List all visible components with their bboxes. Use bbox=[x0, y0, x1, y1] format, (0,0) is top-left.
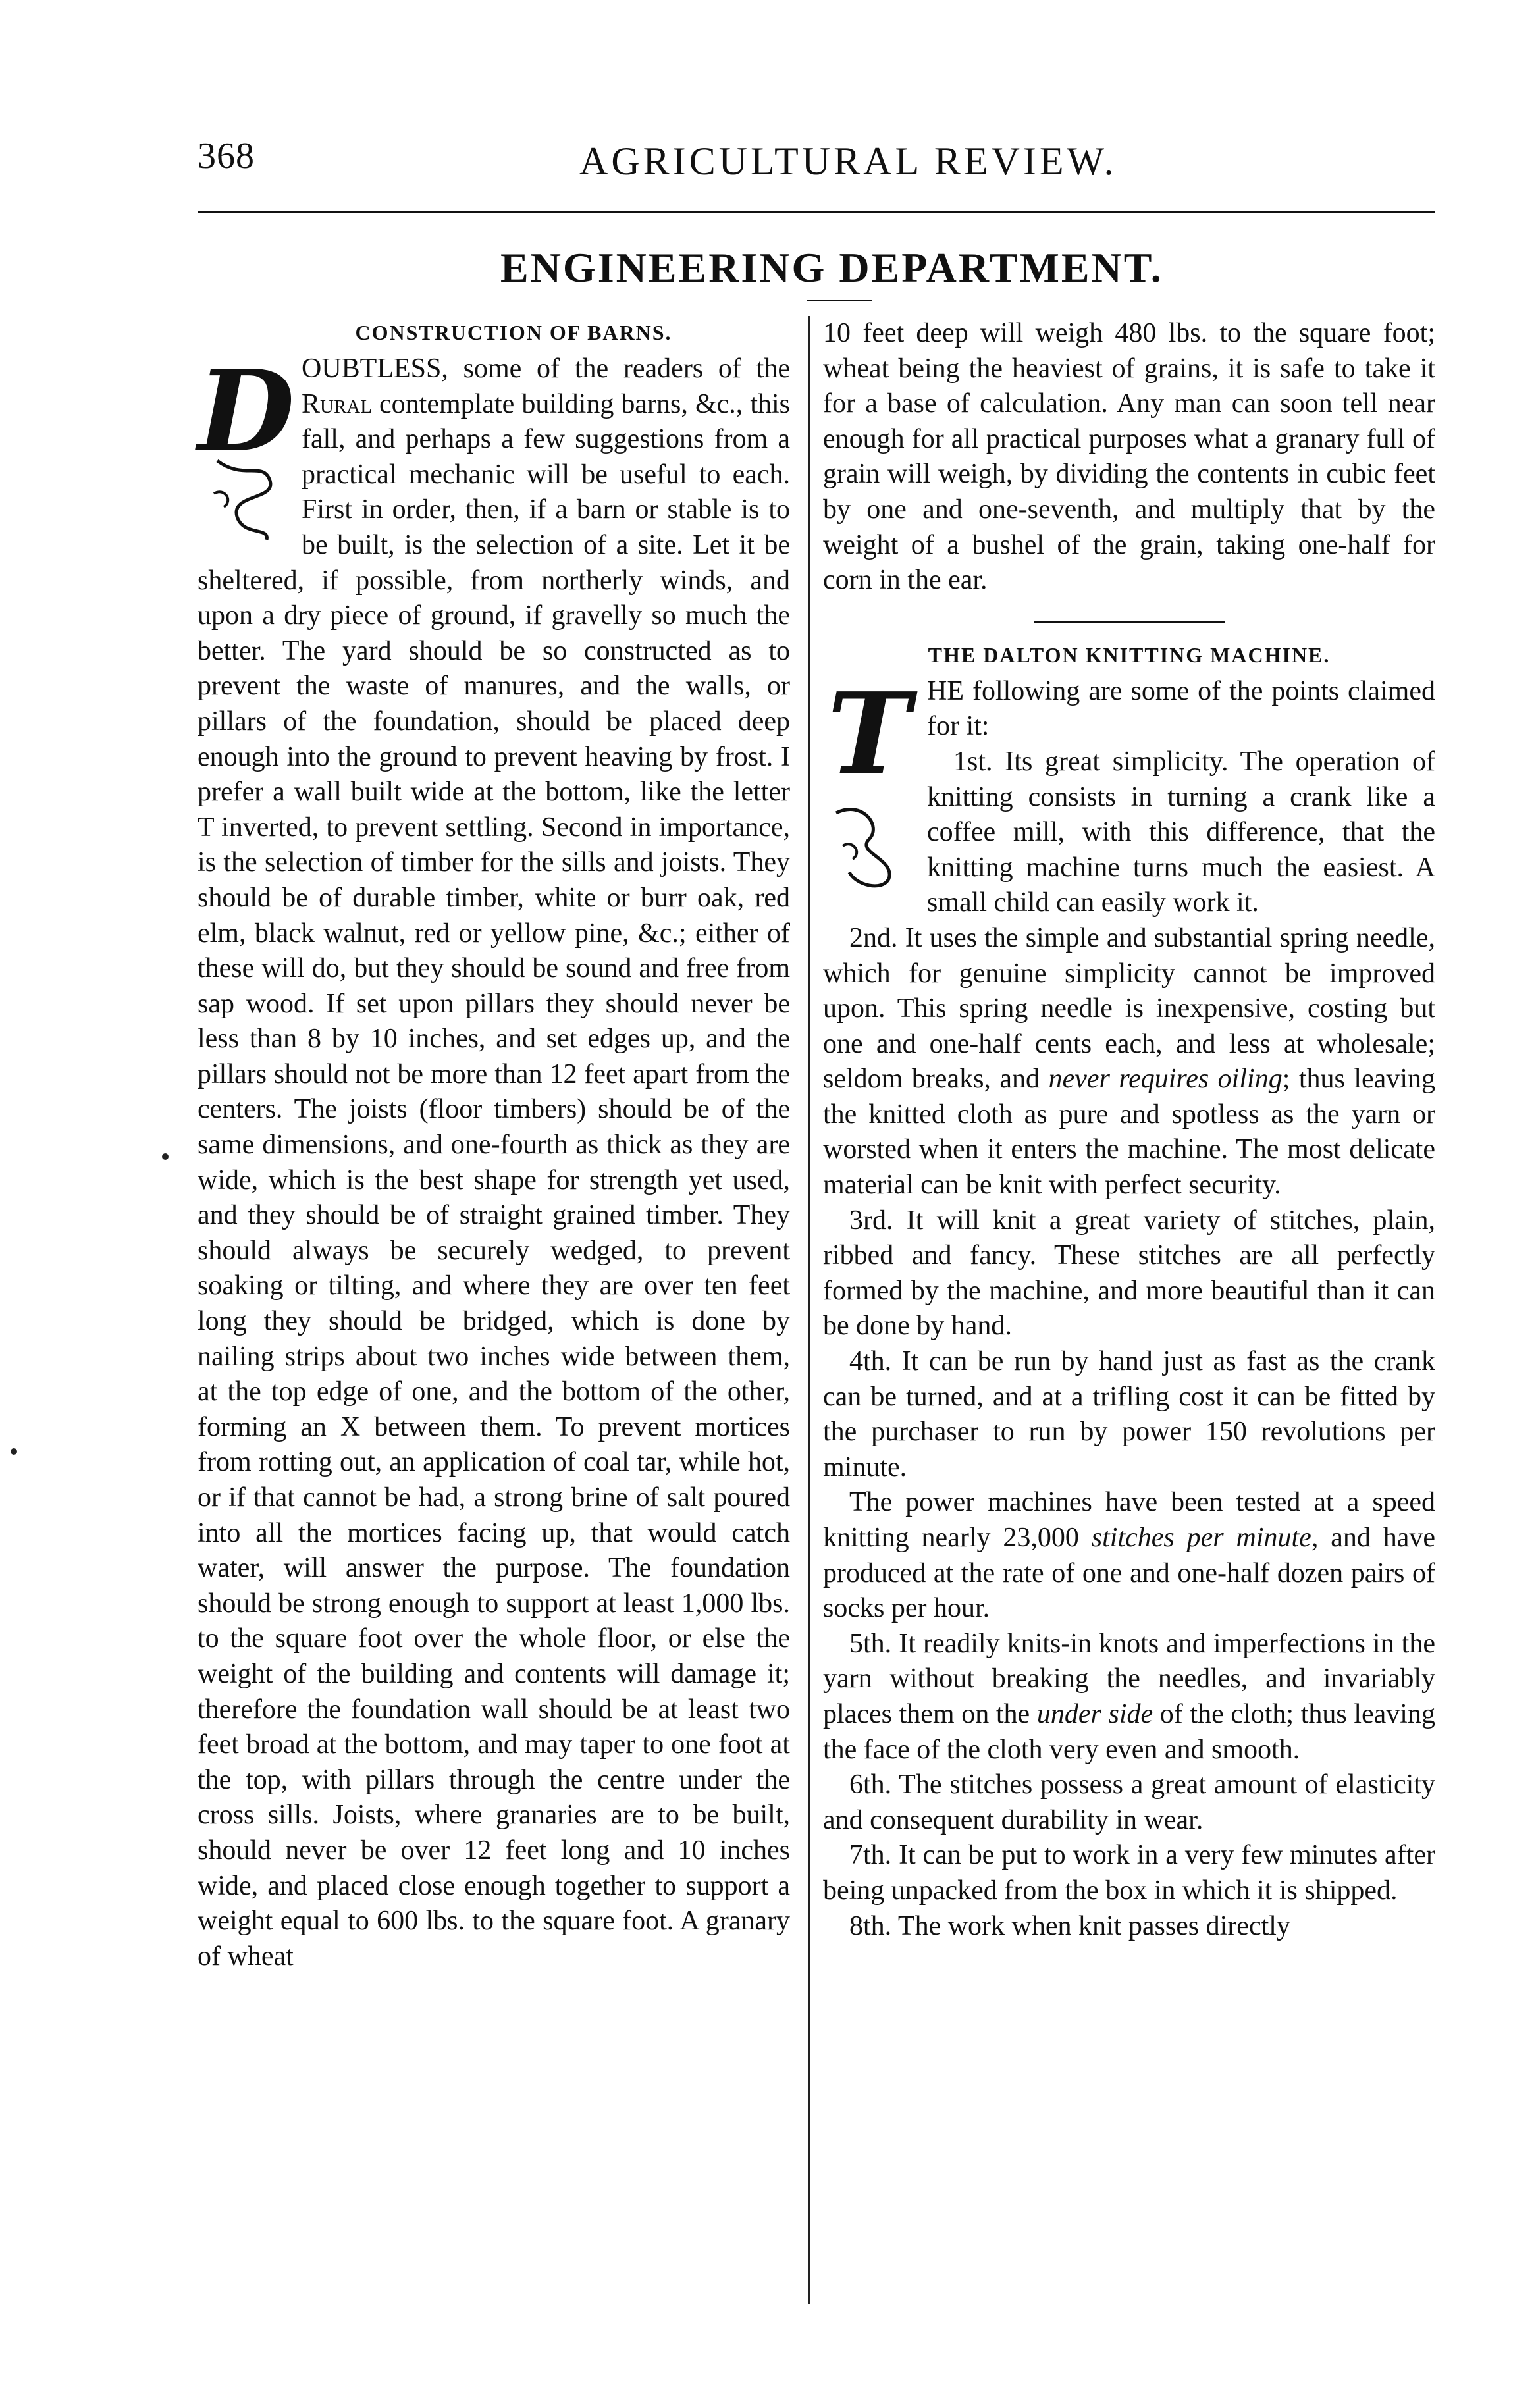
section-rule bbox=[1034, 621, 1225, 623]
knitting-point-5: 5th. It readily knits-in knots and imperfections in the yarn without breaking the needles, and invariably places them on the under side of the cloth; thus leaving the face of the cloth very even and smooth. bbox=[823, 1628, 1435, 1765]
knitting-point-6: 6th. The stitches possess a great amount of elasticity and consequent durability in wear. bbox=[823, 1769, 1435, 1835]
knitting-point-4: 4th. It can be run by hand just as fast as the crank can be turned, and at a trifling cost it can be fitted by the purchaser to run by power 150 revolutions per minute. bbox=[823, 1346, 1435, 1482]
margin-dot bbox=[11, 1448, 17, 1455]
knitting-point-2: 2nd. It uses the simple and substantial spring needle, which for genuine simplicity cannot be improved upon. This spring needle is inexpensive, costing but one and one-half cents each, and less at wholesale; seldom breaks, and never requires oiling; thus leaving the knitted cloth as pure and spotless as the yarn or worsted when it enters the machine. The most delicate material can be knit with perfect security. bbox=[823, 922, 1435, 1201]
knitting-point-7: 7th. It can be put to work in a very few minutes after being unpacked from the box in which it is shipped. bbox=[823, 1840, 1435, 1906]
column-divider bbox=[808, 316, 810, 2304]
article-body-barns-continued: 10 feet deep will weigh 480 lbs. to the square foot; wheat being the heaviest of grains, it is safe to take it for a base of calculation. Any man can soon tell near enough for all practical purposes what a granary full of grain will weigh, by dividing the contents in cubic feet by one and one-seventh, and multiply that by the weight of a bushel of the grain, taking one-half for corn in the ear. bbox=[823, 318, 1435, 596]
ornamental-initial-d bbox=[198, 346, 295, 553]
article-title-knitting: THE DALTON KNITTING MACHINE. bbox=[928, 642, 1331, 667]
knitting-point-3: 3rd. It will knit a great variety of stitches, plain, ribbed and fancy. These stitches are all perfectly formed by the machine, and more beautiful than it can be done by hand. bbox=[823, 1205, 1435, 1342]
knitting-point-8: 8th. The work when knit passes directly bbox=[849, 1910, 1290, 1941]
dropcap-letter: D bbox=[198, 346, 295, 477]
page-number: 368 bbox=[198, 136, 255, 176]
flourish-ornament-icon bbox=[204, 454, 283, 546]
left-column bbox=[198, 316, 790, 1974]
margin-dot bbox=[162, 1153, 169, 1160]
page-header bbox=[198, 135, 1435, 201]
knitting-point-1: 1st. Its great simplicity. The operation of knitting consists in turning a crank like a coffee mill, with this difference, that the knitting machine turns much the easiest. A small child can easily work it. bbox=[927, 746, 1435, 918]
knitting-intro: T HE following are some of the points claimed for it: bbox=[823, 674, 1435, 745]
dropcap-letter: T bbox=[827, 667, 911, 800]
header-rule bbox=[198, 211, 1435, 213]
knitting-power-machines: The power machines have been tested at a speed knitting nearly 23,000 stitches per minute, and have produced at the rate of one and one-half dozen pairs of socks per hour. bbox=[823, 1487, 1435, 1624]
article-title-barns: CONSTRUCTION OF BARNS. bbox=[355, 321, 672, 344]
ornamental-initial-t bbox=[823, 667, 915, 915]
department-title: ENGINEERING DEPARTMENT. bbox=[500, 244, 1163, 291]
right-column bbox=[823, 316, 1435, 1944]
title-rule bbox=[807, 300, 872, 301]
flourish-ornament-icon bbox=[830, 790, 909, 902]
running-head: AGRICULTURAL REVIEW. bbox=[579, 140, 1117, 183]
article-body-barns: D OUBTLESS, some of the readers of the Rural contemplate building barns, &c., this fall, and perhaps a few suggestions from a practical mechanic will be useful to each. First in order, then, if a barn or stable is to be built, is the selection of a site. Let it be sheltered, if possible, from northerly winds, and upon a dry piece of ground, if gravelly so much the better. The yard should be so constructed as to prevent the waste of manures, and the walls, or pillars of the foundation, should be placed deep enough into the ground to prevent heaving by frost. I prefer a wall built wide at the bottom, like the letter T inverted, to prevent settling. Second in importance, is the selection of timber for the sills and joists. They should be of durable timber, white or burr oak, red elm, black walnut, red or yellow pine, &c.; either of these will do, but they should be sound and free from sap wood. If set upon pillars they should never be less than 8 by 10 inches, and set edges up, and the pillars should not be more than 12 feet apart from the centers. The joists (floor timbers) should be of the same dimensions, and one-fourth as thick as they are wide, which is the best shape for strength yet used, and they should be of straight grained timber. They should always be securely wedged, to prevent soaking or tilting, and where they are over ten feet long they should be bridged, which is done by nailing strips about two inches wide between them, at the top edge of one, and the bottom of the other, forming an X between them. To prevent mortices from rotting out, an application of coal tar, while hot, or if that cannot be had, a strong brine of salt poured into all the mortices facing up, that would catch water, will answer the purpose. The foundation should be strong enough to support at least 1,000 lbs. to the square foot over the whole floor, or else the weight of the building and contents will damage it; therefore the foundation wall should be at least two feet broad at the bottom, and may taper to one foot at the top, with pillars through the centre under the cross sills. Joists, where granaries are to be built, should never be over 12 feet long and 10 inches wide, and placed close enough together to support a weight equal to 600 lbs. to the square foot. A granary of wheat bbox=[198, 346, 790, 1972]
